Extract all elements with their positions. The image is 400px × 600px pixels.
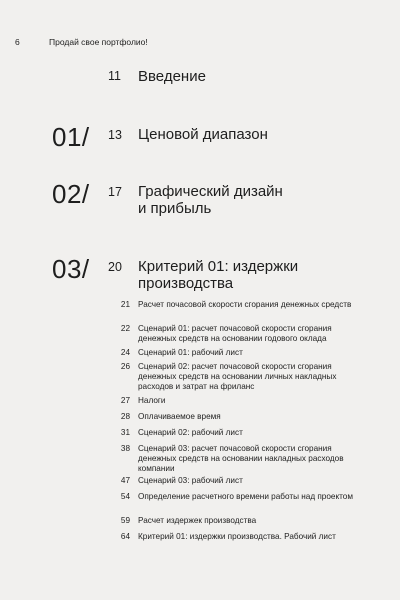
subentry-title: Сценарий 02: расчет почасовой скорости сгорания денежных средств на основании личных накладных расходов и затрат на фриланс <box>138 362 337 391</box>
entry-page-number: 11 <box>108 69 121 83</box>
subentry-title: Расчет издержек производства <box>138 516 257 525</box>
entry-page-number: 13 <box>108 128 122 142</box>
subentry-page-number: 26 <box>120 362 130 371</box>
subentry-title: Расчет почасовой скорости сгорания денежных средств <box>138 300 352 309</box>
subentry-page-number: 21 <box>120 300 130 309</box>
entry-page-number: 17 <box>108 185 122 199</box>
subentry-title: Сценарий 03: расчет почасовой скорости сгорания денежных средств на основании накладных расходов компании <box>138 444 344 473</box>
entry-title: Графический дизайн и прибыль <box>138 183 283 217</box>
page-number: 6 <box>15 37 20 47</box>
subentry-title: Критерий 01: издержки производства. Рабочий лист <box>138 532 336 541</box>
book-title: Продай свое портфолио! <box>49 37 148 47</box>
running-header <box>15 37 148 47</box>
subentry-page-number: 31 <box>120 428 130 437</box>
subentry-page-number: 38 <box>120 444 130 453</box>
entry-title: Введение <box>138 68 206 85</box>
entry-title: Критерий 01: издержки производства <box>138 258 299 292</box>
subentry-page-number: 24 <box>120 348 130 357</box>
chapter-number: 01/ <box>52 122 90 152</box>
subentry-title: Сценарий 01: рабочий лист <box>138 348 243 357</box>
subentry-page-number: 47 <box>120 476 130 485</box>
subentry-title: Налоги <box>138 396 166 405</box>
subentry-page-number: 22 <box>120 324 130 333</box>
subentry-page-number: 64 <box>120 532 130 541</box>
entry-page-number: 20 <box>108 260 122 274</box>
subentry-page-number: 54 <box>120 492 130 501</box>
entry-title: Ценовой диапазон <box>138 126 268 143</box>
chapter-number: 03/ <box>52 254 90 284</box>
subentry-title: Определение расчетного времени работы над проектом <box>138 492 353 501</box>
chapter-number: 02/ <box>52 179 90 209</box>
subentry-title: Сценарий 03: рабочий лист <box>138 476 243 485</box>
subentry-page-number: 28 <box>120 412 130 421</box>
subentry-title: Сценарий 02: рабочий лист <box>138 428 243 437</box>
subentry-page-number: 59 <box>120 516 130 525</box>
subentry-title: Оплачиваемое время <box>138 412 221 421</box>
subentry-page-number: 27 <box>120 396 130 405</box>
subentry-title: Сценарий 01: расчет почасовой скорости сгорания денежных средств на основании годового оклада <box>138 324 332 343</box>
